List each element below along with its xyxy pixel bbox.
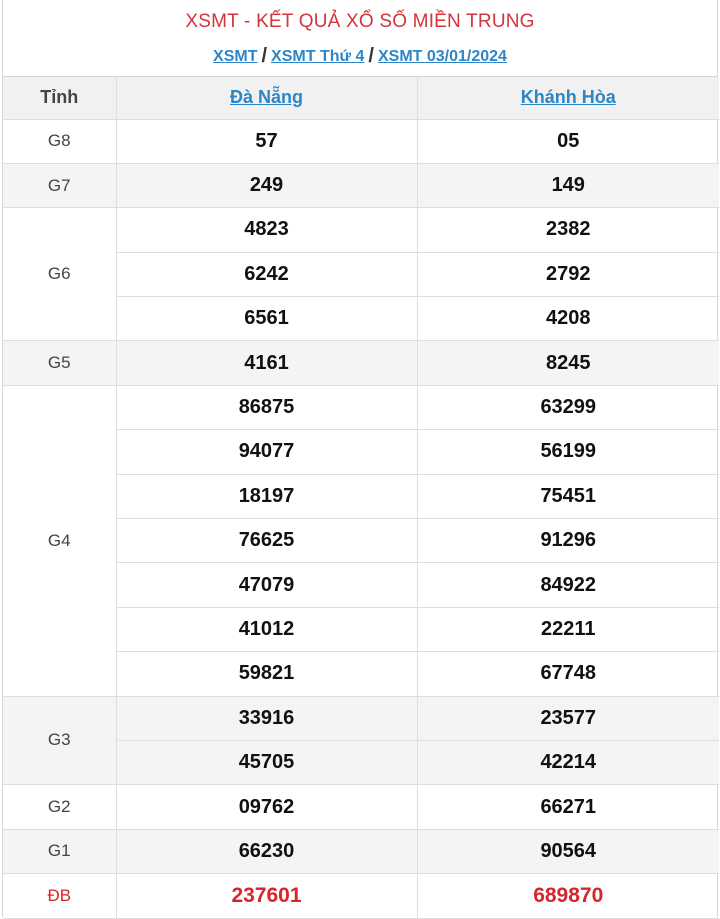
prize-number: 75451 <box>417 474 719 518</box>
table-header-row <box>3 77 719 119</box>
prize-label: G1 <box>3 829 116 873</box>
prize-number: 8245 <box>417 341 719 385</box>
special-prize-number: 689870 <box>417 874 719 918</box>
table-row <box>3 785 719 829</box>
prize-number: 59821 <box>116 652 417 696</box>
table-row <box>3 829 719 873</box>
results-panel <box>2 0 718 917</box>
prize-number: 05 <box>417 119 719 163</box>
prize-label: G5 <box>3 341 116 385</box>
prize-number: 42214 <box>417 740 719 784</box>
table-row <box>3 163 719 207</box>
breadcrumb-separator: / <box>261 45 268 67</box>
prize-number: 94077 <box>116 430 417 474</box>
prize-number: 6242 <box>116 252 417 296</box>
breadcrumb <box>3 40 717 72</box>
prize-label: G6 <box>3 208 116 341</box>
prize-number: 6561 <box>116 297 417 341</box>
province-header-khanh-hoa <box>417 77 719 119</box>
prize-number: 4208 <box>417 297 719 341</box>
prize-number: 2382 <box>417 208 719 252</box>
prize-number: 57 <box>116 119 417 163</box>
prize-number: 66271 <box>417 785 719 829</box>
table-row <box>3 119 719 163</box>
table-row <box>3 341 719 385</box>
prize-number: 4823 <box>116 208 417 252</box>
breadcrumb-weekday-link[interactable]: XSMT Thứ 4 <box>271 48 365 65</box>
table-row <box>3 208 719 252</box>
prize-number: 84922 <box>417 563 719 607</box>
prize-number: 149 <box>417 163 719 207</box>
prize-number: 33916 <box>116 696 417 740</box>
prize-label: G2 <box>3 785 116 829</box>
prize-number: 86875 <box>116 385 417 429</box>
prize-number: 45705 <box>116 740 417 784</box>
results-body <box>3 119 719 918</box>
prize-number: 63299 <box>417 385 719 429</box>
prize-number: 249 <box>116 163 417 207</box>
breadcrumb-separator: / <box>368 45 374 67</box>
prize-label: G8 <box>3 119 116 163</box>
prize-number: 41012 <box>116 607 417 651</box>
prize-number: 67748 <box>417 652 719 696</box>
prize-number: 91296 <box>417 519 719 563</box>
prize-label: G4 <box>3 385 116 696</box>
prize-number: 18197 <box>116 474 417 518</box>
page-title: XSMT - KẾT QUẢ XỔ SỐ MIỀN TRUNG <box>185 11 535 32</box>
prize-number: 90564 <box>417 829 719 873</box>
prize-number: 2792 <box>417 252 719 296</box>
prize-number: 23577 <box>417 696 719 740</box>
prize-number: 47079 <box>116 563 417 607</box>
province-link-da-nang[interactable]: Đà Nẵng <box>229 87 303 108</box>
table-row <box>3 874 719 918</box>
prize-label: G3 <box>3 696 116 785</box>
prize-label: ĐB <box>3 874 116 918</box>
province-link-khanh-hoa[interactable]: Khánh Hòa <box>520 87 616 108</box>
province-column-header: Tỉnh <box>3 77 116 119</box>
province-header-da-nang <box>116 77 417 119</box>
prize-number: 4161 <box>116 341 417 385</box>
prize-number: 76625 <box>116 519 417 563</box>
prize-label: G7 <box>3 163 116 207</box>
results-table <box>3 77 719 919</box>
table-row <box>3 696 719 740</box>
prize-number: 56199 <box>417 430 719 474</box>
table-row <box>3 385 719 429</box>
prize-number: 09762 <box>116 785 417 829</box>
prize-number: 22211 <box>417 607 719 651</box>
special-prize-number: 237601 <box>116 874 417 918</box>
results-header <box>3 0 717 77</box>
breadcrumb-xsmt-link[interactable]: XSMT <box>213 48 258 65</box>
prize-number: 66230 <box>116 829 417 873</box>
breadcrumb-date-link[interactable]: XSMT 03/01/2024 <box>377 48 507 65</box>
